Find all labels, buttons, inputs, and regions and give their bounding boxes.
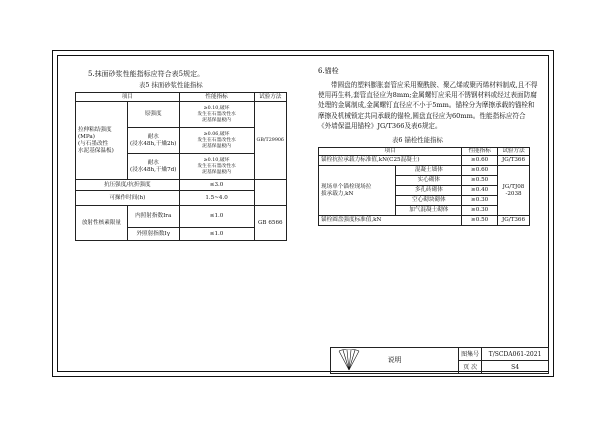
t6-sub-value: ≥0.50 — [462, 176, 498, 186]
title-block — [330, 347, 549, 374]
table5 — [75, 92, 287, 241]
t5-time-value: 1.5~4.0 — [179, 191, 254, 206]
t5-radio-group: 放射性核素限量 — [76, 206, 128, 241]
atlas-value: T/SCDA061-2021 — [482, 348, 549, 361]
t6-disc-value: ≥0.50 — [462, 216, 498, 226]
t5-ira-value: ≤1.0 — [179, 206, 254, 228]
t5-radio-method: GB 6566 — [254, 206, 286, 241]
t5-row-value: ≥0.10,破坏 发生在石墨改性水 泥基保温板内 — [179, 154, 254, 180]
t6-header-item: 项目 — [319, 148, 462, 156]
t6-sub-label: 加气混凝土砌体 — [396, 206, 462, 216]
t6-disc-method: JG/T366 — [498, 216, 530, 226]
table6-title: 表6 锚栓性能指标 — [392, 136, 443, 144]
t5-time-label: 可操作时间(h) — [76, 191, 180, 206]
atlas-label: 图集号 — [459, 348, 482, 361]
t5-bond-method: GB/T29906 — [254, 102, 286, 180]
page-label: 页 次 — [459, 361, 482, 374]
t5-empty-method — [254, 180, 286, 206]
title-block-name: 说明 — [331, 348, 459, 374]
fan-logo-icon — [338, 349, 360, 371]
t6-sub-label: 多孔砖砌体 — [396, 186, 462, 196]
t5-iy-value: ≤1.0 — [179, 228, 254, 241]
t5-header-item: 项目 — [76, 93, 180, 102]
t5-row-label: 耐水 (浸水48h,干燥2h) — [127, 128, 179, 154]
t6-c25-method: JG/T366 — [498, 156, 530, 166]
t6-sub-value: ≥0.30 — [462, 196, 498, 206]
section6-paragraph-text: 带圆盘的塑料膨胀套管应采用聚酰胺、聚乙烯或聚丙烯材料制成,且不得使用再生料,套管直径应为8mm;金属螺钉应采用不锈钢材料或经过表面防腐处理的金属制成,金属螺钉直径应不小于5mm。锚栓分为摩擦承载的锚栓和摩擦及机械锁定共同承载的锚栓,圆盘直径应为60mm。性能指标应符合《外墙保温用锚栓》JG/T366及表6规定。 — [318, 81, 538, 130]
t6-group-method: JG/TJ08 -2038 — [498, 166, 530, 216]
table6 — [318, 147, 530, 226]
page-value: S4 — [482, 361, 549, 374]
t5-row-label: 耐水 (浸水48h,干燥7d) — [127, 154, 179, 180]
t6-sub-value: ≥0.40 — [462, 186, 498, 196]
t5-row-value: ≥0.10,破坏 发生在石墨改性水 泥基保温板内 — [179, 102, 254, 128]
t6-disc-label: 锚栓圆盘强度标准值,kN — [319, 216, 462, 226]
section6-heading: 6.锚栓 — [318, 67, 339, 75]
t6-c25-label: 锚栓抗拉承载力标准值,kN(C25混凝土) — [319, 156, 462, 166]
t6-sub-value: ≥0.60 — [462, 166, 498, 176]
t5-ratio-value: ≤3.0 — [179, 180, 254, 191]
t5-ratio-label: 抗压强度/抗折强度 — [76, 180, 180, 191]
t6-header-index: 性能指标 — [462, 148, 498, 156]
t6-sub-label: 实心砌体 — [396, 176, 462, 186]
t6-header-method: 试验方法 — [498, 148, 530, 156]
t6-c25-value: ≥0.60 — [462, 156, 498, 166]
t5-header-method: 试验方法 — [254, 93, 286, 102]
t5-bond-group: 拉伸粘结强度 (MPa) (与石墨改性 水泥基保温板) — [76, 102, 128, 180]
section6-paragraph — [318, 80, 538, 131]
t6-group-label: 现场单个锚栓现场拉 拔承载力,kN — [319, 166, 396, 216]
t5-header-index: 性能指标 — [179, 93, 254, 102]
t5-ira-label: 内照射指数Ira — [127, 206, 179, 228]
t6-sub-label: 空心砌块砌体 — [396, 196, 462, 206]
t5-row-value: ≥0.06,破坏 发生在石墨改性水 泥基保温板内 — [179, 128, 254, 154]
t6-sub-value: ≥0.30 — [462, 206, 498, 216]
t6-sub-label: 混凝土墙体 — [396, 166, 462, 176]
t5-row-label: 原强度 — [127, 102, 179, 128]
section5-heading: 5.抹面砂浆性能指标应符合表5规定。 — [88, 70, 205, 78]
t5-iy-label: 外照射指数Iγ — [127, 228, 179, 241]
table5-title: 表5 抹面砂浆性能指标 — [139, 81, 203, 89]
